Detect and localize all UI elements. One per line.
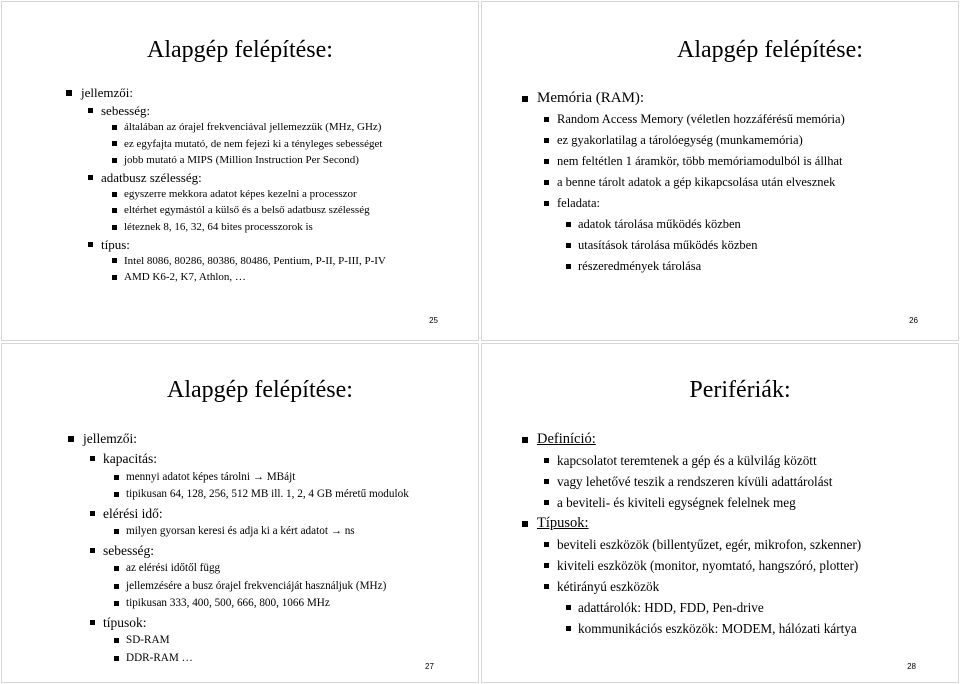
bullet-item bbox=[114, 595, 330, 613]
bullet-item bbox=[114, 650, 193, 668]
square-bullet-icon bbox=[544, 479, 549, 484]
bullet-text: a beviteli- és kiviteli egységnek felelnek meg bbox=[557, 495, 796, 510]
bullet-text: kommunikációs eszközök: MODEM, hálózati kártya bbox=[578, 621, 857, 636]
bullet-item bbox=[544, 576, 659, 597]
square-bullet-icon bbox=[114, 601, 119, 606]
bullet-text: léteznek 8, 16, 32, 64 bites processzorok is bbox=[124, 221, 313, 233]
bullet-text: egyszerre mekkora adatot képes kezelni a processzor bbox=[124, 187, 357, 200]
square-bullet-icon bbox=[566, 264, 571, 269]
bullet-item bbox=[544, 534, 861, 555]
slide-title: Alapgép felépítése: bbox=[147, 37, 333, 63]
square-bullet-icon bbox=[112, 225, 117, 230]
square-bullet-icon bbox=[544, 563, 549, 568]
bullet-text: jellemzői: bbox=[81, 85, 133, 100]
bullet-item bbox=[114, 469, 295, 487]
bullet-text: adatok tárolása működés közben bbox=[578, 217, 741, 231]
bullet-text: Intel 8086, 80286, 80386, 80486, Pentium, P-II, P-III, P-IV bbox=[124, 254, 386, 267]
square-bullet-icon bbox=[112, 158, 117, 163]
slide-title: Alapgép felépítése: bbox=[167, 377, 353, 403]
square-bullet-icon bbox=[544, 458, 549, 463]
bullet-text: sebesség: bbox=[101, 103, 151, 118]
square-bullet-icon bbox=[112, 141, 117, 146]
square-bullet-icon bbox=[544, 584, 549, 589]
square-bullet-icon bbox=[522, 437, 528, 443]
square-bullet-icon bbox=[114, 656, 119, 661]
bullet-text: kétirányú eszközök bbox=[557, 579, 660, 594]
square-bullet-icon bbox=[566, 626, 571, 631]
bullet-text: nem feltétlen 1 áramkör, több memóriamodulból is állhat bbox=[557, 154, 843, 168]
bullet-text: milyen gyorsan keresi és adja ki a kért adatot → ns bbox=[126, 525, 355, 537]
bullet-item bbox=[522, 513, 589, 534]
bullet-item bbox=[544, 109, 845, 130]
square-bullet-icon bbox=[544, 180, 549, 185]
bullet-item bbox=[544, 130, 803, 151]
bullet-text: a benne tárolt adatok a gép kikapcsolása után elvesznek bbox=[557, 175, 836, 189]
square-bullet-icon bbox=[90, 548, 95, 553]
bullet-item bbox=[114, 578, 386, 596]
square-bullet-icon bbox=[114, 529, 119, 534]
bullet-item bbox=[112, 219, 313, 236]
bullet-text: AMD K6-2, K7, Athlon, … bbox=[124, 271, 246, 284]
bullet-item bbox=[544, 471, 832, 492]
bullet-item bbox=[112, 152, 359, 169]
bullet-text: vagy lehetővé teszik a rendszeren kívüli adattárolást bbox=[557, 474, 833, 489]
bullet-item bbox=[114, 486, 409, 504]
bullet-text: adatbusz szélesség: bbox=[101, 169, 202, 185]
square-bullet-icon bbox=[90, 511, 95, 516]
bullet-item bbox=[566, 235, 757, 256]
square-bullet-icon bbox=[544, 117, 549, 122]
square-bullet-icon bbox=[522, 96, 528, 102]
square-bullet-icon bbox=[522, 521, 528, 527]
square-bullet-icon bbox=[544, 138, 549, 143]
square-bullet-icon bbox=[114, 475, 119, 480]
bullet-text: beviteli eszközök (billentyűzet, egér, mikrofon, szkenner) bbox=[557, 537, 862, 552]
square-bullet-icon bbox=[114, 584, 119, 589]
square-bullet-icon bbox=[544, 201, 549, 206]
slide-28 bbox=[481, 343, 959, 683]
bullet-text: típusok: bbox=[103, 614, 147, 630]
square-bullet-icon bbox=[544, 500, 549, 505]
bullet-text: kapacitás: bbox=[103, 451, 157, 466]
square-bullet-icon bbox=[114, 492, 119, 497]
bullet-text: típus: bbox=[101, 236, 130, 252]
square-bullet-icon bbox=[566, 222, 571, 227]
bullet-item bbox=[112, 186, 357, 203]
bullet-item bbox=[112, 253, 386, 270]
bullet-item bbox=[114, 632, 170, 650]
square-bullet-icon bbox=[112, 208, 117, 213]
bullet-item bbox=[88, 102, 150, 119]
bullet-item bbox=[544, 193, 600, 214]
bullet-item bbox=[90, 541, 154, 561]
square-bullet-icon bbox=[90, 620, 95, 625]
square-bullet-icon bbox=[112, 258, 117, 263]
bullet-text: kapcsolatot teremtenek a gép és a külvilág között bbox=[557, 453, 817, 468]
bullet-text: Definíció: bbox=[537, 431, 596, 447]
bullet-text: mennyi adatot képes tárolni → MBájt bbox=[126, 470, 296, 483]
bullet-text: feladata: bbox=[557, 196, 601, 210]
bullet-item bbox=[88, 236, 130, 253]
slide-title: Perifériák: bbox=[689, 377, 791, 403]
bullet-text: Típusok: bbox=[537, 515, 589, 531]
slide-title: Alapgép felépítése: bbox=[677, 37, 863, 63]
bullet-item bbox=[544, 450, 817, 471]
bullet-item bbox=[566, 618, 857, 639]
square-bullet-icon bbox=[112, 125, 117, 130]
square-bullet-icon bbox=[90, 456, 95, 461]
square-bullet-icon bbox=[88, 175, 93, 180]
bullet-item bbox=[544, 492, 796, 513]
slide-27 bbox=[1, 343, 479, 683]
bullet-item bbox=[522, 429, 596, 450]
page-number: 25 bbox=[429, 316, 438, 325]
slide-25 bbox=[1, 1, 479, 341]
square-bullet-icon bbox=[114, 638, 119, 643]
bullet-text: ez gyakorlatilag a tárolóegység (munkamemória) bbox=[557, 133, 803, 147]
square-bullet-icon bbox=[544, 542, 549, 547]
square-bullet-icon bbox=[112, 275, 117, 280]
bullet-item bbox=[114, 523, 355, 541]
slide-26 bbox=[481, 1, 959, 341]
bullet-item bbox=[544, 151, 843, 172]
bullet-item bbox=[544, 172, 835, 193]
bullet-item bbox=[566, 597, 764, 618]
bullet-item bbox=[90, 504, 163, 524]
bullet-item bbox=[522, 88, 644, 109]
bullet-item bbox=[66, 84, 133, 102]
bullet-text: jellemzői: bbox=[83, 431, 137, 446]
square-bullet-icon bbox=[88, 242, 93, 247]
bullet-item bbox=[88, 169, 202, 186]
bullet-item bbox=[114, 560, 220, 578]
bullet-text: ez egyfajta mutató, de nem fejezi ki a tényleges sebességet bbox=[124, 137, 383, 150]
bullet-text: Memória (RAM): bbox=[537, 90, 645, 106]
bullet-item bbox=[566, 214, 741, 235]
page-number: 26 bbox=[909, 316, 918, 325]
bullet-text: Random Access Memory (véletlen hozzáférésű memória) bbox=[557, 112, 845, 126]
bullet-text: eltérhet egymástól a külső és a belső adatbusz szélesség bbox=[124, 204, 370, 217]
page-number: 28 bbox=[907, 662, 916, 671]
square-bullet-icon bbox=[544, 159, 549, 164]
square-bullet-icon bbox=[112, 192, 117, 197]
bullet-text: jobb mutató a MIPS (Million Instruction Per Second) bbox=[124, 154, 359, 167]
bullet-text: általában az órajel frekvenciával jellemezzük (MHz, GHz) bbox=[124, 121, 382, 133]
bullet-text: elérési idő: bbox=[103, 505, 163, 521]
page-number: 27 bbox=[425, 662, 434, 671]
square-bullet-icon bbox=[114, 566, 119, 571]
bullet-text: kiviteli eszközök (monitor, nyomtató, hangszóró, plotter) bbox=[557, 558, 859, 573]
square-bullet-icon bbox=[68, 436, 74, 442]
square-bullet-icon bbox=[566, 605, 571, 610]
bullet-text: részeredmények tárolása bbox=[578, 259, 702, 273]
bullet-item bbox=[112, 136, 382, 153]
bullet-item bbox=[112, 119, 381, 136]
bullet-text: DDR-RAM … bbox=[126, 651, 193, 664]
bullet-item bbox=[112, 202, 370, 219]
bullet-text: utasítások tárolása működés közben bbox=[578, 238, 758, 252]
bullet-item bbox=[566, 256, 701, 277]
bullet-item bbox=[90, 449, 157, 469]
square-bullet-icon bbox=[88, 108, 93, 113]
bullet-text: tipikusan 333, 400, 500, 666, 800, 1066 MHz bbox=[126, 597, 330, 609]
bullet-item bbox=[112, 269, 246, 286]
bullet-item bbox=[544, 555, 858, 576]
bullet-item bbox=[90, 613, 147, 633]
bullet-text: SD-RAM bbox=[126, 634, 170, 646]
bullet-text: tipikusan 64, 128, 256, 512 MB ill. 1, 2, 4 GB méretű modulok bbox=[126, 488, 409, 500]
bullet-text: sebesség: bbox=[103, 542, 154, 558]
square-bullet-icon bbox=[66, 90, 72, 96]
bullet-text: jellemzésére a busz órajel frekvenciáját használjuk (MHz) bbox=[126, 579, 387, 592]
bullet-text: az elérési időtől függ bbox=[126, 562, 221, 574]
square-bullet-icon bbox=[566, 243, 571, 248]
bullet-item bbox=[68, 429, 137, 449]
bullet-text: adattárolók: HDD, FDD, Pen-drive bbox=[578, 600, 764, 615]
